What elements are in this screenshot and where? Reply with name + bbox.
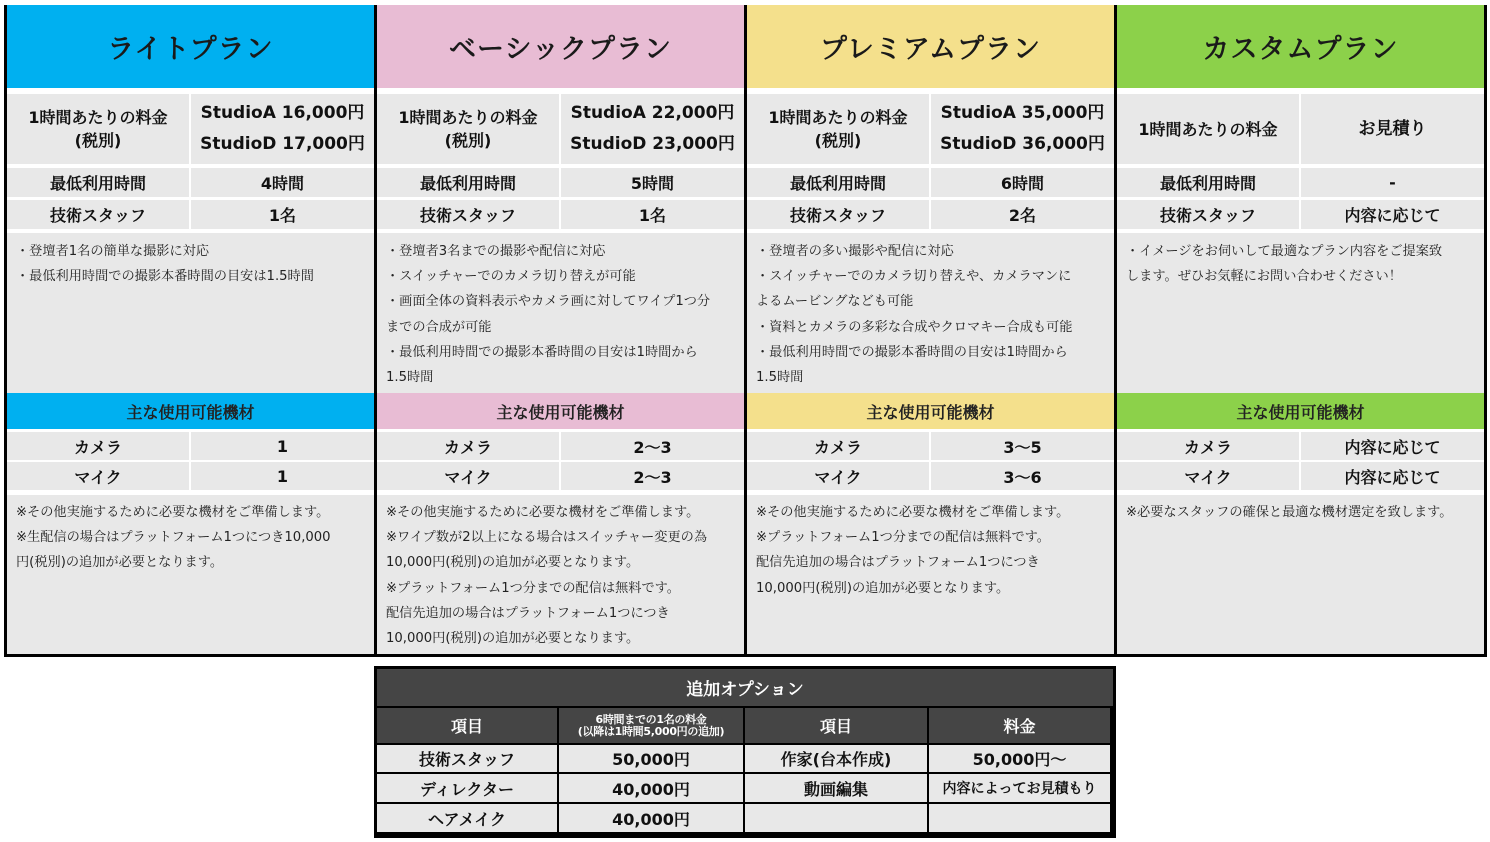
description-line: ・スイッチャーでのカメラ切り替えや、カメラマンに <box>756 269 1072 285</box>
staff-value: 2名 <box>931 200 1114 229</box>
price-values <box>1301 94 1484 164</box>
option-price <box>929 804 1110 832</box>
staff-value: 1名 <box>561 200 744 229</box>
note-line: 配信先追加の場合はプラットフォーム1つにつき <box>386 605 670 621</box>
equipment-header: 主な使用可能機材 <box>1117 393 1484 429</box>
plan-description <box>7 233 374 395</box>
option-price: 内容によってお見積もり <box>929 774 1110 802</box>
option-item: 作家(台本作成) <box>745 745 927 772</box>
plan-description <box>1117 233 1484 395</box>
min-time-value: 6時間 <box>931 168 1114 197</box>
min-time-label: 最低利用時間 <box>747 168 929 197</box>
price-label-line: 1時間あたりの料金 <box>28 108 168 127</box>
additional-options-table <box>374 666 1116 838</box>
price-values <box>931 94 1114 164</box>
camera-value: 内容に応じて <box>1301 432 1484 460</box>
min-time-value: 5時間 <box>561 168 744 197</box>
options-header-item-right: 項目 <box>745 708 927 743</box>
price-value: StudioD 36,000円 <box>940 134 1105 154</box>
price-label-line: 1時間あたりの料金 <box>768 108 908 127</box>
description-line: ・最低利用時間での撮影本番時間の目安は1.5時間 <box>16 269 314 285</box>
price-label-line: 1時間あたりの料金 <box>1138 119 1278 139</box>
mic-label: マイク <box>377 462 559 490</box>
note-line: ※プラットフォーム1つ分までの配信は無料です。 <box>756 530 1050 546</box>
price-label <box>747 94 929 164</box>
option-item: 動画編集 <box>745 774 927 802</box>
note-line: ※その他実施するために必要な機材をご準備します。 <box>386 505 700 520</box>
plan-column <box>377 5 744 654</box>
mic-label: マイク <box>7 462 189 490</box>
plan-description <box>747 233 1114 395</box>
note-line: 円(税別)の追加が必要となります。 <box>16 555 224 571</box>
note-line: ※その他実施するために必要な機材をご準備します。 <box>756 505 1070 520</box>
equipment-header: 主な使用可能機材 <box>7 393 374 429</box>
description-line: ・登壇者の多い撮影や配信に対応 <box>756 244 954 259</box>
mic-value: 2〜3 <box>561 462 744 490</box>
staff-value: 1名 <box>191 200 374 229</box>
camera-value: 1 <box>191 432 374 460</box>
description-line: ・最低利用時間での撮影本番時間の目安は1時間から <box>386 344 698 360</box>
price-label-line: (税別) <box>814 131 862 150</box>
plan-description <box>377 233 744 395</box>
description-line: します。ぜひお気軽にお問い合わせください！ <box>1126 269 1402 285</box>
price-value: StudioA 35,000円 <box>940 103 1105 123</box>
note-line: ※必要なスタッフの確保と最適な機材選定を致します。 <box>1126 505 1453 520</box>
note-line: 10,000円(税別)の追加が必要となります。 <box>756 580 1010 596</box>
description-line: までの合成が可能 <box>386 319 492 335</box>
option-price: 50,000円 <box>559 745 743 772</box>
plan-notes <box>377 495 744 654</box>
option-price: 50,000円〜 <box>929 745 1110 772</box>
note-line: ※ワイプ数が2以上になる場合はスイッチャー変更の為 <box>386 530 708 546</box>
option-item: ヘアメイク <box>377 804 557 832</box>
description-line: ・イメージをお伺いして最適なプラン内容をご提案致 <box>1126 244 1443 259</box>
plan-column <box>1117 5 1484 654</box>
note-line: 配信先追加の場合はプラットフォーム1つにつき <box>756 555 1040 571</box>
description-line: ・最低利用時間での撮影本番時間の目安は1時間から <box>756 344 1068 360</box>
option-price: 40,000円 <box>559 774 743 802</box>
description-line: 1.5時間 <box>756 370 804 386</box>
price-value: StudioD 17,000円 <box>200 134 365 154</box>
price-label <box>377 94 559 164</box>
min-time-label: 最低利用時間 <box>377 168 559 197</box>
min-time-label: 最低利用時間 <box>7 168 189 197</box>
plan-notes <box>1117 495 1484 654</box>
camera-label: カメラ <box>747 432 929 460</box>
staff-value: 内容に応じて <box>1301 200 1484 229</box>
description-line: ・登壇者1名の簡単な撮影に対応 <box>16 244 210 259</box>
price-label <box>7 94 189 164</box>
price-label-line: (税別) <box>74 131 122 150</box>
description-line: ・スイッチャーでのカメラ切り替えが可能 <box>386 269 636 285</box>
mic-value: 内容に応じて <box>1301 462 1484 490</box>
price-value: StudioA 22,000円 <box>570 103 735 123</box>
options-header-price-line1: 6時間までの1名の料金 <box>595 712 707 726</box>
plan-name: ライトプラン <box>7 5 374 88</box>
equipment-header: 主な使用可能機材 <box>747 393 1114 429</box>
price-values <box>561 94 744 164</box>
option-price: 40,000円 <box>559 804 743 832</box>
price-label <box>1117 94 1299 164</box>
plan-column <box>7 5 374 654</box>
staff-label: 技術スタッフ <box>7 200 189 229</box>
options-header-price-right: 料金 <box>929 708 1110 743</box>
camera-value: 2〜3 <box>561 432 744 460</box>
option-item <box>745 804 927 832</box>
staff-label: 技術スタッフ <box>1117 200 1299 229</box>
note-line: ※プラットフォーム1つ分までの配信は無料です。 <box>386 580 680 596</box>
plans-table <box>4 5 1487 657</box>
min-time-label: 最低利用時間 <box>1117 168 1299 197</box>
option-item: 技術スタッフ <box>377 745 557 772</box>
options-title: 追加オプション <box>377 669 1113 706</box>
camera-label: カメラ <box>1117 432 1299 460</box>
options-header-price-line2: (以降は1時間5,000円の追加) <box>577 724 725 738</box>
plan-name: プレミアムプラン <box>747 5 1114 88</box>
note-line: ※その他実施するために必要な機材をご準備します。 <box>16 505 330 520</box>
camera-value: 3〜5 <box>931 432 1114 460</box>
staff-label: 技術スタッフ <box>377 200 559 229</box>
option-item: ディレクター <box>377 774 557 802</box>
plan-name: カスタムプラン <box>1117 5 1484 88</box>
description-line: ・画面全体の資料表示やカメラ画に対してワイプ1つ分 <box>386 294 711 310</box>
plan-name: ベーシックプラン <box>377 5 744 88</box>
price-value: StudioA 16,000円 <box>200 103 365 123</box>
price-label-line: (税別) <box>444 131 492 150</box>
mic-value: 3〜6 <box>931 462 1114 490</box>
camera-label: カメラ <box>377 432 559 460</box>
price-label-line: 1時間あたりの料金 <box>398 108 538 127</box>
plan-notes <box>747 495 1114 654</box>
note-line: 10,000円(税別)の追加が必要となります。 <box>386 631 640 647</box>
options-header-item-left: 項目 <box>377 708 557 743</box>
description-line: ・資料とカメラの多彩な合成やクロマキー合成も可能 <box>756 319 1073 335</box>
options-header-price-left <box>559 708 743 743</box>
description-line: よるムービングなども可能 <box>756 294 914 310</box>
note-line: ※生配信の場合はプラットフォーム1つにつき10,000 <box>16 530 331 546</box>
note-line: 10,000円(税別)の追加が必要となります。 <box>386 555 640 571</box>
equipment-header: 主な使用可能機材 <box>377 393 744 429</box>
plan-column <box>747 5 1114 654</box>
mic-label: マイク <box>747 462 929 490</box>
price-value: お見積り <box>1358 118 1427 139</box>
camera-label: カメラ <box>7 432 189 460</box>
mic-label: マイク <box>1117 462 1299 490</box>
staff-label: 技術スタッフ <box>747 200 929 229</box>
min-time-value: - <box>1301 168 1484 197</box>
min-time-value: 4時間 <box>191 168 374 197</box>
mic-value: 1 <box>191 462 374 490</box>
description-line: ・登壇者3名までの撮影や配信に対応 <box>386 244 606 259</box>
price-value: StudioD 23,000円 <box>570 134 735 154</box>
description-line: 1.5時間 <box>386 370 434 386</box>
price-values <box>191 94 374 164</box>
plan-notes <box>7 495 374 654</box>
